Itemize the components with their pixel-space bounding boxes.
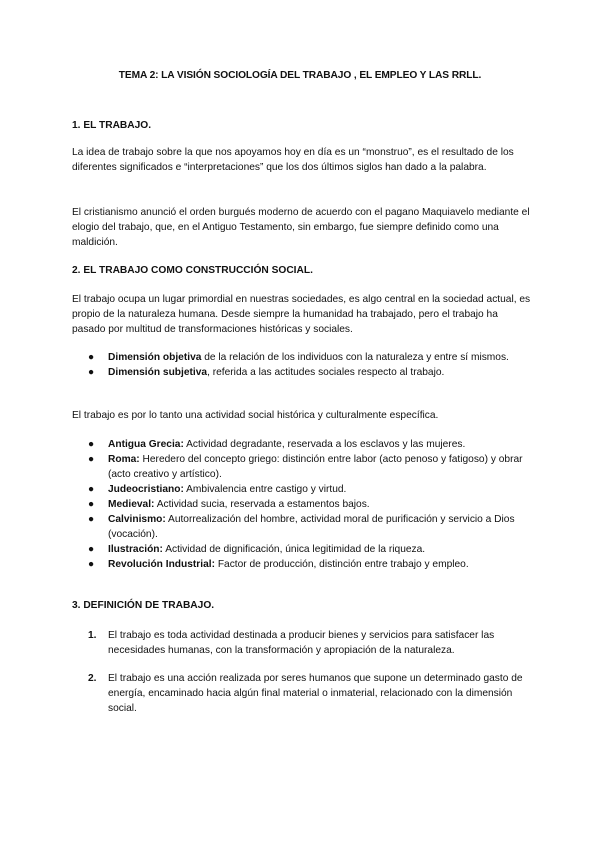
- item-text: Autorrealización del hombre, actividad moral de purificación y servicio a Dios (vocación).: [108, 514, 515, 540]
- item-text: Actividad degradante, reservada a los esclavos y las mujeres.: [183, 439, 466, 450]
- dimensions-list: [88, 350, 534, 380]
- term-label: Dimensión subjetiva: [108, 367, 208, 378]
- item-number: 1.: [88, 630, 97, 641]
- bullet-icon: ●: [88, 367, 95, 378]
- list-item: [88, 512, 534, 542]
- section-1-heading: 1. EL TRABAJO.: [72, 120, 152, 131]
- item-text: de la relación de los individuos con la naturaleza y entre sí mismos.: [201, 352, 509, 363]
- term-label: Dimensión objetiva: [108, 352, 202, 363]
- term-label: Roma:: [108, 454, 140, 465]
- item-text: Actividad sucia, reservada a estamentos bajos.: [154, 499, 370, 510]
- eras-list: [88, 437, 534, 572]
- term-label: Judeocristiano:: [108, 484, 184, 495]
- bullet-icon: ●: [88, 514, 95, 525]
- section-2-middle: El trabajo es por lo tanto una actividad social histórica y culturalmente específica.: [72, 410, 439, 421]
- item-text: Factor de producción, distinción entre trabajo y empleo.: [214, 559, 469, 570]
- list-item: [88, 452, 534, 482]
- item-text: El trabajo es una acción realizada por seres humanos que supone un determinado gasto de energía, encaminado hacia algún final material o inmaterial, relacionado con la dimensión social.: [108, 673, 523, 714]
- definitions-list: [88, 628, 534, 716]
- term-label: Antigua Grecia:: [108, 439, 184, 450]
- section-2-intro: El trabajo ocupa un lugar primordial en nuestras sociedades, es algo central en la sociedad actual, es propio de la naturaleza humana. Desde siempre la humanidad ha trabajado, pero el trabajo ha pasado por multitud de transformaciones históricas y sociales.: [72, 294, 531, 335]
- item-text: Actividad de dignificación, única legitimidad de la riqueza.: [162, 544, 426, 555]
- bullet-icon: ●: [88, 559, 95, 570]
- list-item: [88, 482, 534, 497]
- term-label: Medieval:: [108, 499, 155, 510]
- section-3-heading: 3. DEFINICIÓN DE TRABAJO.: [72, 600, 215, 611]
- bullet-icon: ●: [88, 439, 95, 450]
- list-item: [88, 557, 534, 572]
- term-label: Revolución Industrial:: [108, 559, 215, 570]
- item-number: 2.: [88, 673, 97, 684]
- item-text: , referida a las actitudes sociales respecto al trabajo.: [207, 367, 445, 378]
- bullet-icon: ●: [88, 484, 95, 495]
- bullet-icon: ●: [88, 544, 95, 555]
- list-item: [88, 628, 534, 658]
- section-1-paragraph-2: El cristianismo anunció el orden burgués moderno de acuerdo con el pagano Maquiavelo mediante el elogio del trabajo, que, en el Antiguo Testamento, sin embargo, fue siempre definido como una maldición.: [72, 207, 530, 248]
- section-1-paragraph-1: La idea de trabajo sobre la que nos apoyamos hoy en día es un “monstruo”, es el resultado de los diferentes significados e “interpretaciones” que los dos últimos siglos han dado a la palabra.: [72, 147, 514, 173]
- term-label: Ilustración:: [108, 544, 163, 555]
- item-text: Heredero del concepto griego: distinción entre labor (acto penoso y fatigoso) y obrar (acto creativo y artístico).: [108, 454, 523, 480]
- list-item: [88, 671, 534, 716]
- bullet-icon: ●: [88, 454, 95, 465]
- list-item: [88, 542, 534, 557]
- list-item: [88, 497, 534, 512]
- bullet-icon: ●: [88, 352, 95, 363]
- term-label: Calvinismo:: [108, 514, 166, 525]
- list-item: [88, 437, 534, 452]
- bullet-icon: ●: [88, 499, 95, 510]
- list-item: [88, 350, 534, 365]
- document-title: TEMA 2: LA VISIÓN SOCIOLOGÍA DEL TRABAJO , EL EMPLEO Y LAS RRLL.: [118, 70, 482, 81]
- item-text: El trabajo es toda actividad destinada a producir bienes y servicios para satisfacer las necesidades humanas, con la transformación y apropiación de la naturaleza.: [108, 630, 495, 656]
- item-text: Ambivalencia entre castigo y virtud.: [183, 484, 347, 495]
- list-item: [88, 365, 534, 380]
- section-2-heading: 2. EL TRABAJO COMO CONSTRUCCIÓN SOCIAL.: [72, 265, 313, 276]
